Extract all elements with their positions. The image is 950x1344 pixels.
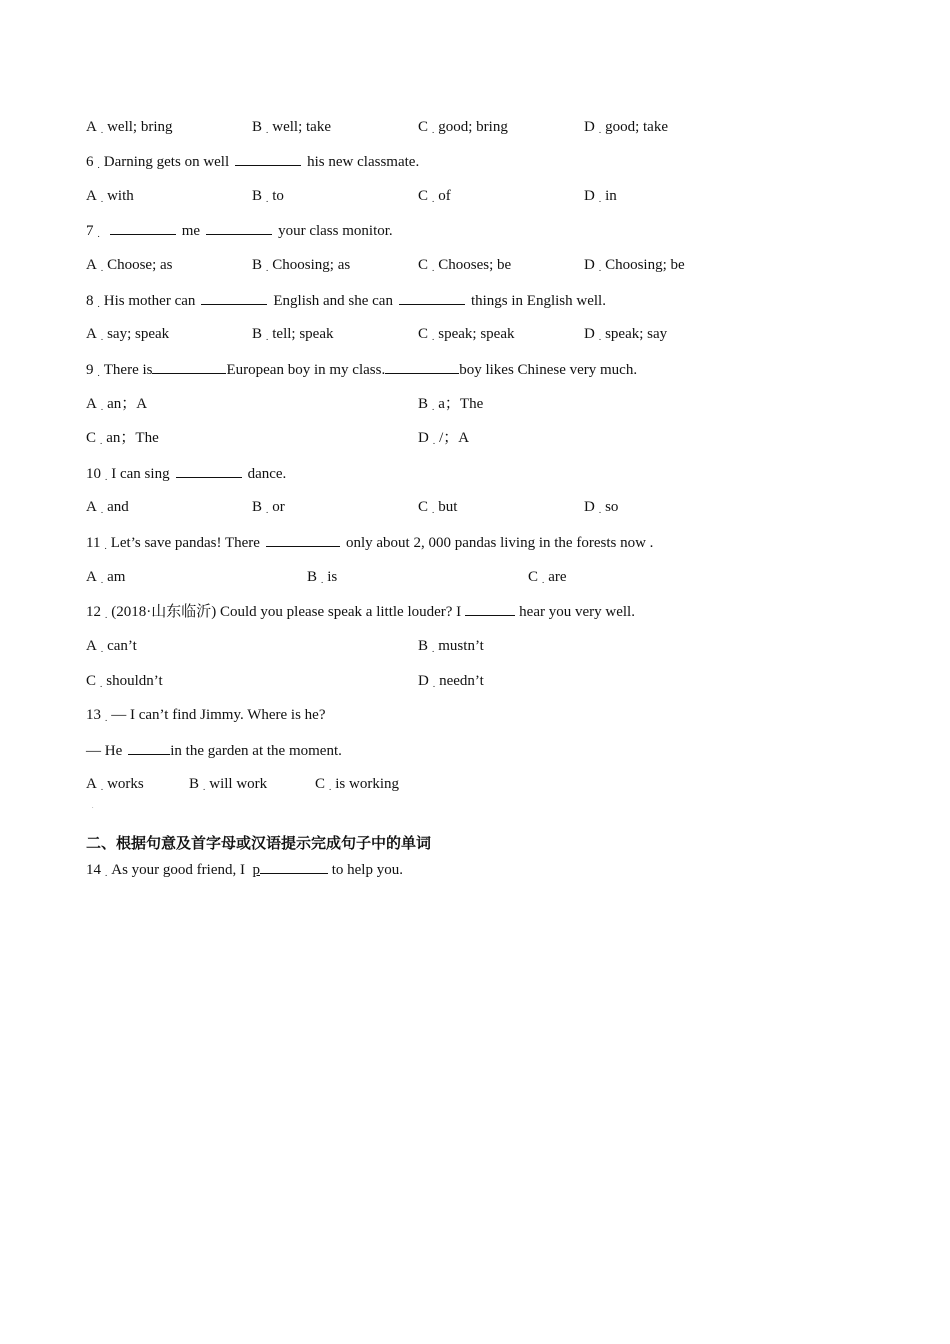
- answer-blank: [206, 220, 272, 235]
- q7-option-d: D . Choosing; be: [584, 257, 685, 273]
- q7-option-b: B . Choosing; as: [252, 257, 351, 273]
- q10-option-c: C . but: [418, 499, 458, 515]
- q12-option-c: C . shouldn’t: [86, 673, 163, 689]
- answer-blank: [465, 601, 515, 616]
- q5-option-a: A . well; bring: [86, 119, 173, 135]
- q10-option-b: B . or: [252, 499, 285, 515]
- answer-blank: [235, 151, 301, 166]
- q13-option-b: B . will work: [189, 776, 268, 792]
- q9-option-b: B . a；The: [418, 396, 484, 412]
- q10-option-a: A . and: [86, 499, 129, 515]
- answer-blank: [110, 220, 176, 235]
- question-13: 13 . — I can’t find Jimmy. Where is he?: [86, 707, 326, 723]
- answer-blank: [152, 359, 226, 374]
- q5-option-c: C . good; bring: [418, 119, 508, 135]
- section-2-heading: 二、根据句意及首字母或汉语提示完成句子中的单词: [86, 834, 432, 852]
- q6-option-c: C . of: [418, 188, 451, 204]
- question-10: 10 . I can sing dance.: [86, 463, 286, 485]
- answer-blank: [260, 859, 328, 874]
- answer-blank: [201, 290, 267, 305]
- q11-option-a: A . am: [86, 569, 126, 585]
- question-14: 14 . As your good friend, I p to help you.: [86, 859, 403, 881]
- q8-option-d: D . speak; say: [584, 326, 668, 342]
- question-13-line-2: — He in the garden at the moment.: [86, 740, 342, 761]
- q12-option-a: A . can’t: [86, 638, 137, 654]
- q9-option-d: D . /；A: [418, 430, 470, 446]
- question-7: 7 . me your class monitor.: [86, 220, 393, 242]
- q8-option-b: B . tell; speak: [252, 326, 334, 342]
- q7-option-a: A . Choose; as: [86, 257, 173, 273]
- answer-blank: [385, 359, 459, 374]
- q13-option-a: A . works: [86, 776, 144, 792]
- q10-option-d: D . so: [584, 499, 619, 515]
- q7-option-c: C . Chooses; be: [418, 257, 512, 273]
- q5-option-d: D . good; take: [584, 119, 668, 135]
- question-9: 9 . There is European boy in my class. boy likes Chinese very much.: [86, 359, 637, 381]
- question-8: 8 . His mother can English and she can things in English well.: [86, 290, 606, 312]
- answer-blank: [399, 290, 465, 305]
- question-12: 12 . (2018·山东临沂) Could you please speak a little louder? I hear you very well.: [86, 601, 635, 623]
- q6-option-b: B . to: [252, 188, 284, 204]
- question-6: 6 . Darning gets on well his new classmate.: [86, 151, 419, 173]
- q13-option-c: C . is working: [315, 776, 400, 792]
- q9-option-a: A . an；A: [86, 396, 148, 412]
- q8-option-a: A . say; speak: [86, 326, 170, 342]
- answer-blank: [266, 532, 340, 547]
- q6-option-d: D . in: [584, 188, 617, 204]
- q11-option-c: C . are: [528, 569, 567, 585]
- q11-option-b: B . is: [307, 569, 338, 585]
- q12-option-d: D . needn’t: [418, 673, 484, 689]
- question-11: 11 . Let’s save pandas! There only about 2, 000 pandas living in the forests now .: [86, 532, 653, 554]
- q5-option-b: B . well; take: [252, 119, 331, 135]
- q12-option-b: B . mustn’t: [418, 638, 484, 654]
- stray-mark: .: [92, 804, 94, 810]
- q6-option-a: A . with: [86, 188, 134, 204]
- answer-blank: [176, 463, 242, 478]
- answer-blank: [128, 740, 170, 755]
- q9-option-c: C . an；The: [86, 430, 159, 446]
- q8-option-c: C . speak; speak: [418, 326, 515, 342]
